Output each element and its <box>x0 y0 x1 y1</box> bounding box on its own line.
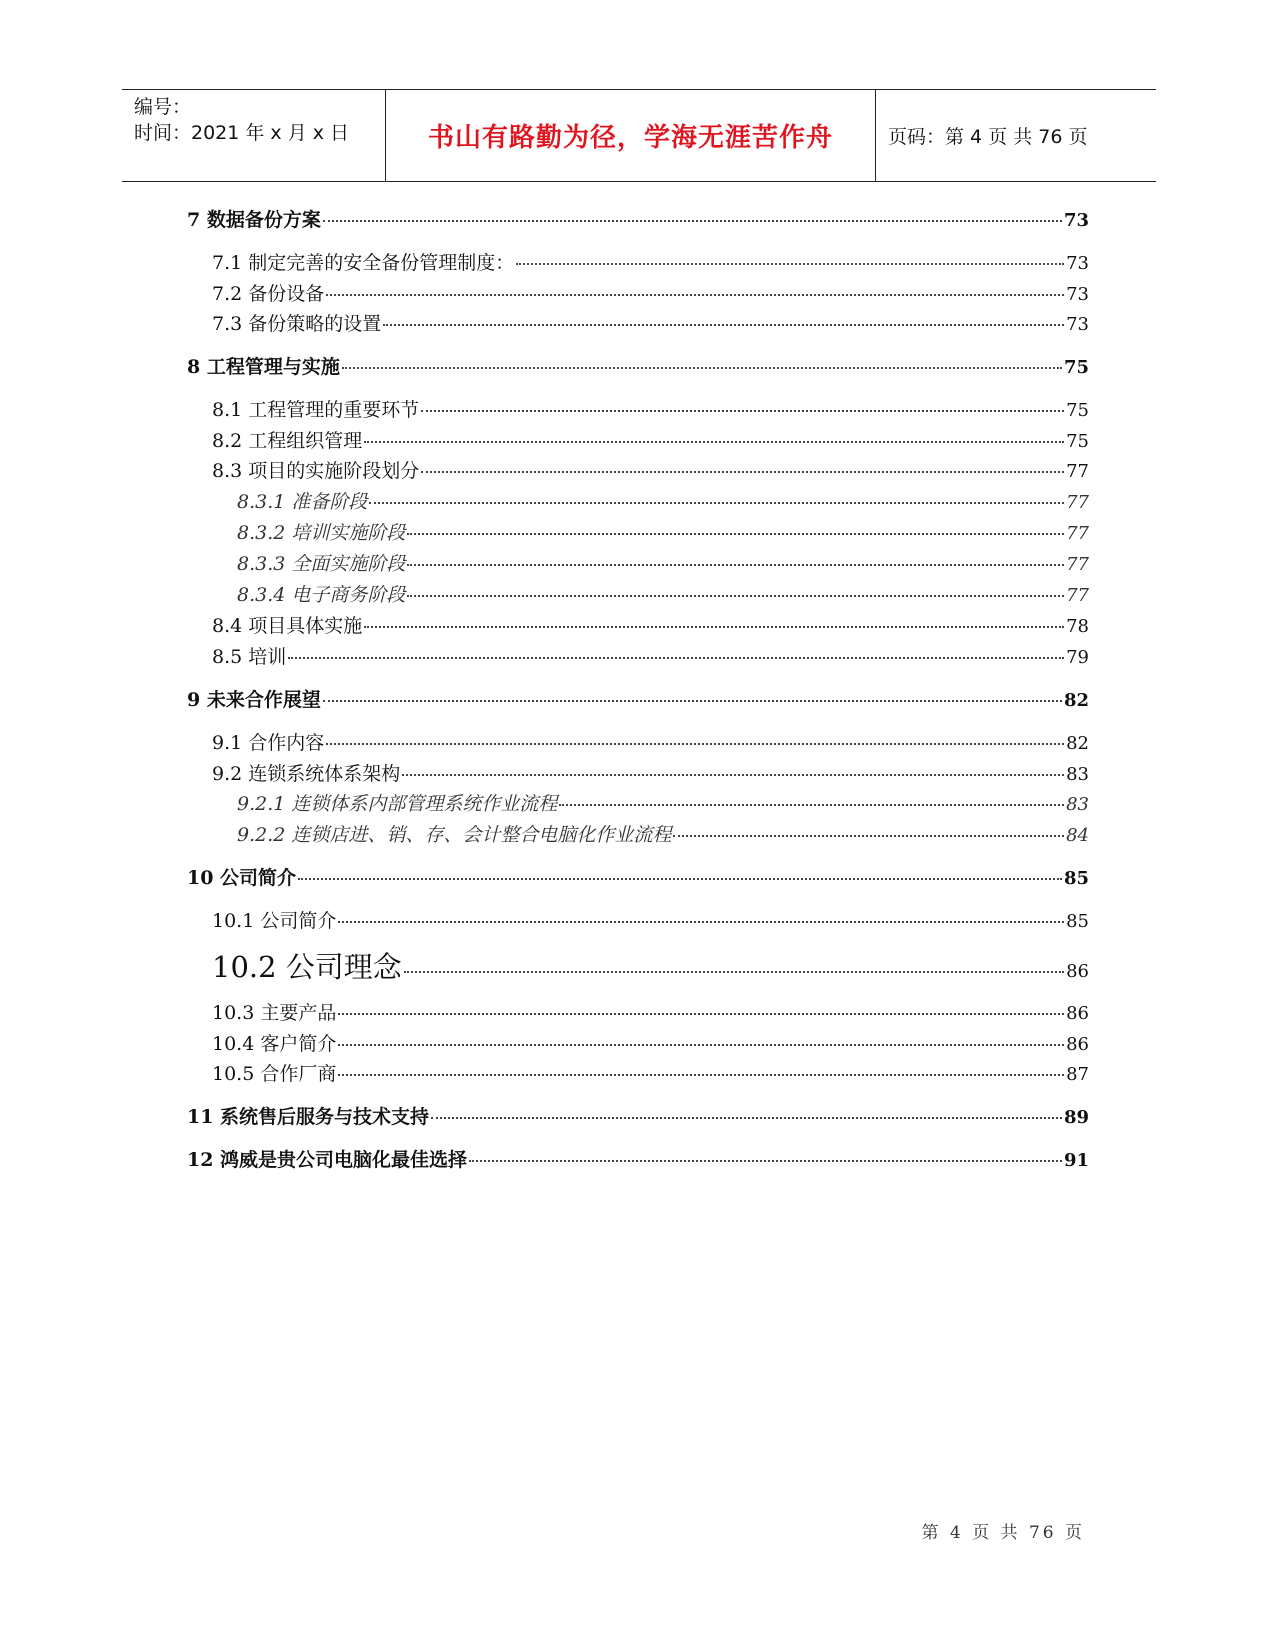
toc-entry-title: 10.2 公司理念 <box>212 950 402 984</box>
toc-entry-title: 9.2.2 连锁店进、销、存、会计整合电脑化作业流程 <box>237 824 672 846</box>
toc-entry-page: 85 <box>1063 868 1089 889</box>
toc-entry[interactable] <box>237 789 1089 816</box>
toc-entry-title: 8 工程管理与实施 <box>187 356 340 378</box>
toc-entry-title: 9.2.1 连锁体系内部管理系统作业流程 <box>237 793 558 815</box>
toc-dot-leader <box>342 367 1062 369</box>
toc-entry-page: 82 <box>1063 690 1089 711</box>
toc-entry-title: 8.3.1 准备阶段 <box>237 491 368 513</box>
toc-entry-title: 10.5 合作厂商 <box>212 1063 337 1085</box>
toc-dot-leader <box>402 774 1064 776</box>
toc-entry-page: 86 <box>1066 1003 1089 1024</box>
toc-entry[interactable] <box>187 863 1089 890</box>
toc-entry-title: 8.3.4 电子商务阶段 <box>237 584 406 606</box>
toc-entry[interactable] <box>237 487 1089 514</box>
toc-entry[interactable] <box>212 426 1089 453</box>
document-number-label: 编号： <box>134 96 192 118</box>
toc-entry-title: 8.2 工程组织管理 <box>212 430 363 452</box>
toc-entry-page: 77 <box>1066 585 1089 606</box>
toc-dot-leader <box>673 835 1064 837</box>
toc-entry-title: 9.1 合作内容 <box>212 732 325 754</box>
toc-entry-title: 8.3 项目的实施阶段划分 <box>212 460 420 482</box>
toc-entry[interactable] <box>212 906 1089 933</box>
header-page-number: 页码：第 4 页 共 76 页 <box>888 126 1088 148</box>
toc-entry-page: 82 <box>1066 733 1089 754</box>
toc-entry-page: 85 <box>1066 911 1089 932</box>
toc-dot-leader <box>383 324 1064 326</box>
toc-entry[interactable] <box>187 1145 1089 1172</box>
toc-entry-page: 89 <box>1063 1107 1089 1128</box>
toc-entry[interactable] <box>237 580 1089 607</box>
toc-entry[interactable] <box>212 279 1089 306</box>
toc-entry[interactable] <box>187 205 1089 232</box>
toc-entry-title: 8.3.3 全面实施阶段 <box>237 553 406 575</box>
toc-entry-page: 75 <box>1066 400 1089 421</box>
toc-entry-page: 77 <box>1066 523 1089 544</box>
toc-entry[interactable] <box>212 309 1089 336</box>
page-footer: 第 4 页 共 76 页 <box>921 1523 1085 1543</box>
toc-entry-page: 78 <box>1066 616 1089 637</box>
toc-dot-leader <box>421 471 1064 473</box>
toc-dot-leader <box>407 533 1064 535</box>
toc-dot-leader <box>364 441 1064 443</box>
toc-entry[interactable] <box>212 945 1089 986</box>
toc-entry[interactable] <box>212 395 1089 422</box>
toc-entry-title: 10.4 客户简介 <box>212 1033 337 1055</box>
toc-entry-page: 79 <box>1066 647 1089 668</box>
toc-dot-leader <box>469 1160 1062 1162</box>
toc-entry-page: 73 <box>1066 314 1089 335</box>
toc-entry-page: 77 <box>1066 554 1089 575</box>
toc-dot-leader <box>323 700 1062 702</box>
toc-entry-page: 73 <box>1063 210 1089 231</box>
toc-entry-page: 86 <box>1066 961 1089 982</box>
toc-dot-leader <box>516 263 1064 265</box>
toc-entry-title: 8.1 工程管理的重要环节 <box>212 399 420 421</box>
toc-entry-page: 73 <box>1066 253 1089 274</box>
toc-entry[interactable] <box>212 998 1089 1025</box>
toc-entry-title: 8.4 项目具体实施 <box>212 615 363 637</box>
toc-entry[interactable] <box>212 248 1089 275</box>
toc-entry-page: 75 <box>1066 431 1089 452</box>
toc-entry-title: 11 系统售后服务与技术支持 <box>187 1106 430 1128</box>
toc-dot-leader <box>298 878 1062 880</box>
toc-entry-title: 7.3 备份策略的设置 <box>212 313 382 335</box>
toc-dot-leader <box>407 595 1064 597</box>
toc-entry[interactable] <box>212 1029 1089 1056</box>
toc-dot-leader <box>338 1074 1064 1076</box>
toc-entry[interactable] <box>212 611 1089 638</box>
toc-entry-title: 8.5 培训 <box>212 646 287 668</box>
toc-entry-page: 83 <box>1066 794 1089 815</box>
toc-entry-page: 83 <box>1066 764 1089 785</box>
toc-entry-title: 10 公司简介 <box>187 867 297 889</box>
toc-entry[interactable] <box>237 549 1089 576</box>
toc-entry[interactable] <box>212 728 1089 755</box>
toc-dot-leader <box>431 1117 1062 1119</box>
toc-dot-leader <box>288 657 1064 659</box>
toc-dot-leader <box>326 743 1064 745</box>
toc-entry-title: 10.3 主要产品 <box>212 1002 337 1024</box>
toc-dot-leader <box>407 564 1064 566</box>
toc-entry[interactable] <box>212 759 1089 786</box>
toc-entry-title: 7.1 制定完善的安全备份管理制度： <box>212 252 515 274</box>
toc-entry-title: 10.1 公司简介 <box>212 910 337 932</box>
toc-entry[interactable] <box>187 1102 1089 1129</box>
toc-dot-leader <box>323 220 1062 222</box>
toc-entry-page: 86 <box>1066 1034 1089 1055</box>
toc-dot-leader <box>559 804 1064 806</box>
toc-entry-page: 87 <box>1066 1064 1089 1085</box>
toc-dot-leader <box>338 1013 1064 1015</box>
toc-entry-title: 8.3.2 培训实施阶段 <box>237 522 406 544</box>
toc-entry-title: 7.2 备份设备 <box>212 283 325 305</box>
toc-entry[interactable] <box>237 820 1089 847</box>
document-time-label: 时间：2021 年 x 月 x 日 <box>134 122 350 144</box>
toc-dot-leader <box>338 1044 1064 1046</box>
toc-entry[interactable] <box>187 352 1089 379</box>
toc-entry-page: 77 <box>1066 461 1089 482</box>
toc-entry[interactable] <box>212 456 1089 483</box>
toc-entry-page: 75 <box>1063 357 1089 378</box>
toc-entry-title: 7 数据备份方案 <box>187 209 321 231</box>
toc-entry[interactable] <box>212 1059 1089 1086</box>
toc-entry-title: 9 未来合作展望 <box>187 689 321 711</box>
toc-dot-leader <box>364 626 1064 628</box>
toc-entry-page: 91 <box>1063 1150 1089 1171</box>
toc-entry-page: 84 <box>1066 825 1089 846</box>
toc-entry-page: 73 <box>1066 284 1089 305</box>
toc-entry[interactable] <box>212 642 1089 669</box>
toc-dot-leader <box>369 502 1064 504</box>
toc-entry[interactable] <box>187 685 1089 712</box>
header-motto: 书山有路勤为径，学海无涯苦作舟 <box>386 90 876 181</box>
toc-entry-title: 12 鸿威是贵公司电脑化最佳选择 <box>187 1149 468 1171</box>
toc-entry[interactable] <box>237 518 1089 545</box>
toc-dot-leader <box>404 971 1064 973</box>
toc-entry-title: 9.2 连锁系统体系架构 <box>212 763 401 785</box>
toc-dot-leader <box>338 921 1064 923</box>
toc-dot-leader <box>421 410 1064 412</box>
toc-dot-leader <box>326 294 1064 296</box>
toc-entry-page: 77 <box>1066 492 1089 513</box>
